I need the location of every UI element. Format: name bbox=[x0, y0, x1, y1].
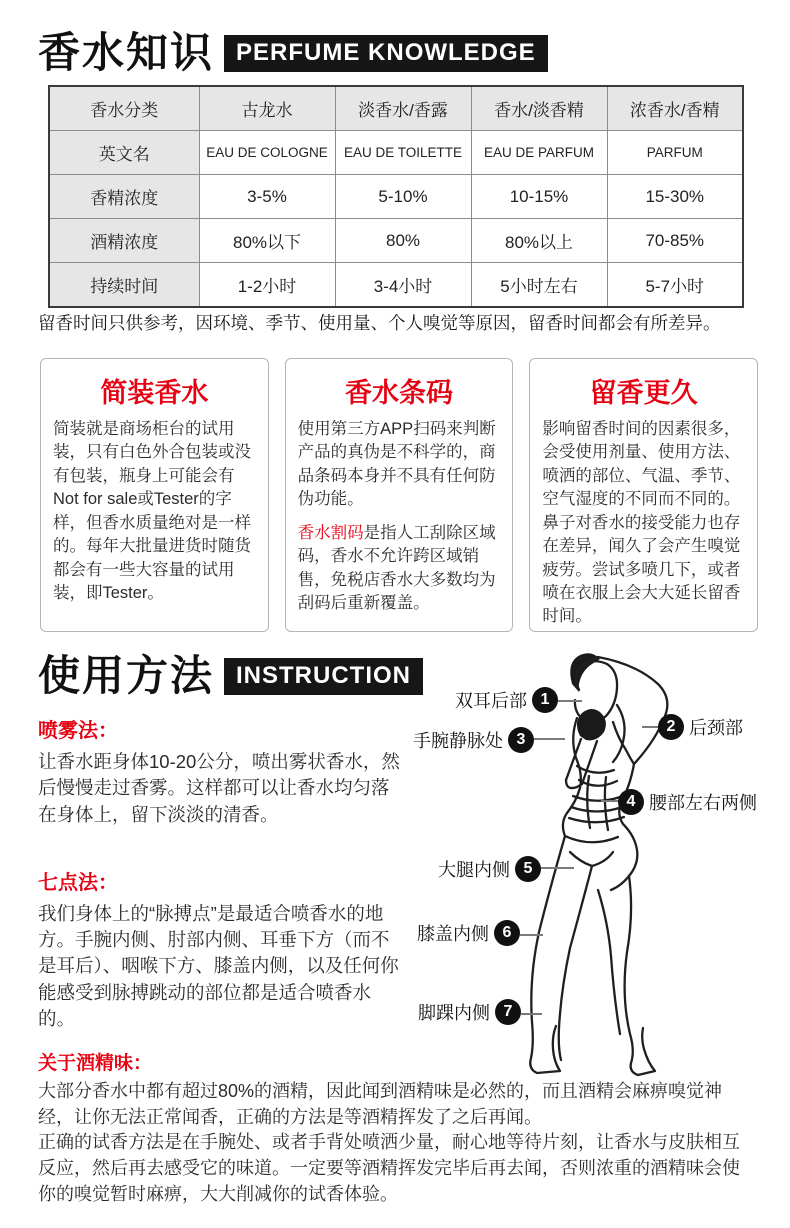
alcohol-note-section bbox=[38, 1048, 754, 1208]
diagram-point-inner-ankle bbox=[418, 999, 521, 1025]
card-body-text: 是指人工刮除区域码，香水不允许跨区域销售，免税店香水大多数均为刮码后重新覆盖。 bbox=[297, 523, 496, 612]
table-cell: 80%以下 bbox=[199, 219, 335, 263]
card-body: 影响留香时间的因素很多，会受使用剂量、使用方法、喷洒的部位、气温、季节、空气湿度的不同而不同的。鼻子对香水的接受能力也存在差异，闻久了会产生嗅觉疲劳。尝试多喷几下，或者喷在衣服上会大大延长留香时间。 bbox=[542, 420, 741, 626]
table-cell: 10-15% bbox=[471, 175, 607, 219]
method-title: 七点法： bbox=[38, 871, 118, 894]
section-title-badge: INSTRUCTION bbox=[224, 658, 423, 695]
alcohol-paragraph: 正确的试香方法是在手腕处、或者手背处喷洒少量，耐心地等待片刻，让香水与皮肤相互反应，然后再去感受它的味道。一定要等酒精挥发完毕后再去闻，否则浓重的酒精味会使你的嗅觉暂时麻痹，大大削减你的试香体验。 bbox=[38, 1132, 740, 1204]
label-connector-line bbox=[520, 934, 543, 936]
point-number-badge: 4 bbox=[618, 789, 644, 815]
card-barcode bbox=[285, 358, 514, 632]
label-connector-line bbox=[558, 700, 582, 702]
table-header-row bbox=[49, 86, 743, 131]
table-cell: 5-7小时 bbox=[607, 263, 743, 308]
alcohol-paragraph: 大部分香水中都有超过80%的酒精，因此闻到酒精味是必然的，而且酒精会麻痹嗅觉神经，让你无法正常闻香，正确的方法是等酒精挥发了之后再闻。 bbox=[38, 1081, 723, 1127]
table-cell: 3-5% bbox=[199, 175, 335, 219]
table-cell: 3-4小时 bbox=[335, 263, 471, 308]
row-label-cell: 香精浓度 bbox=[49, 175, 199, 219]
table-row bbox=[49, 131, 743, 175]
table-header-cell: 淡香水/香露 bbox=[335, 86, 471, 131]
point-number-badge: 1 bbox=[532, 687, 558, 713]
section-title: 使用方法 bbox=[38, 652, 215, 699]
table-cell: EAU DE TOILETTE bbox=[335, 131, 471, 175]
label-connector-line bbox=[521, 1013, 542, 1015]
spray-points-diagram bbox=[413, 650, 790, 1080]
table-header-cell: 香水/淡香精 bbox=[471, 86, 607, 131]
label-connector-line bbox=[534, 738, 565, 740]
card-body bbox=[298, 522, 501, 616]
table-row bbox=[49, 219, 743, 263]
point-number-badge: 7 bbox=[495, 999, 521, 1025]
point-number-badge: 3 bbox=[508, 727, 534, 753]
table-row bbox=[49, 263, 743, 308]
point-label: 大腿内侧 bbox=[438, 860, 510, 880]
table-cell: 5-10% bbox=[335, 175, 471, 219]
table-cell: 80%以上 bbox=[471, 219, 607, 263]
section-title: 香水知识 bbox=[38, 29, 215, 76]
method-title: 喷雾法： bbox=[38, 720, 118, 742]
table-cell: 80% bbox=[335, 219, 471, 263]
table-cell: 5小时左右 bbox=[471, 263, 607, 308]
table-cell: EAU DE PARFUM bbox=[471, 131, 607, 175]
point-label: 膝盖内侧 bbox=[417, 924, 489, 944]
diagram-point-inner-thigh bbox=[438, 856, 541, 882]
diagram-point-inner-knee bbox=[417, 920, 520, 946]
diagram-point-waist-sides bbox=[618, 789, 757, 815]
row-label-cell: 酒精浓度 bbox=[49, 219, 199, 263]
table-cell: 70-85% bbox=[607, 219, 743, 263]
usage-methods bbox=[38, 714, 404, 1032]
diagram-point-back-of-neck bbox=[658, 714, 743, 740]
section-header-instruction bbox=[38, 652, 423, 699]
table-cell: EAU DE COLOGNE bbox=[199, 131, 335, 175]
method-body: 我们身体上的“脉搏点”是最适合喷香水的地方。手腕内侧、肘部内侧、耳垂下方（而不是耳后）、咽喉下方、膝盖内侧，以及任何你能感受到脉搏跳动的部位都是适合喷香水的。 bbox=[38, 902, 399, 1029]
card-title: 留香更久 bbox=[589, 378, 698, 408]
point-number-badge: 2 bbox=[658, 714, 684, 740]
card-title: 简装香水 bbox=[100, 378, 209, 408]
card-body: 使用第三方APP扫码来判断产品的真伪是不科学的，商品条码本身并不具有任何防伪功能。 bbox=[297, 420, 496, 509]
label-connector-line bbox=[541, 867, 574, 869]
table-header-cell: 浓香水/香精 bbox=[607, 86, 743, 131]
info-cards bbox=[40, 358, 758, 632]
table-row bbox=[49, 175, 743, 219]
point-label: 腰部左右两侧 bbox=[649, 793, 757, 813]
highlight-term: 香水割码 bbox=[297, 523, 364, 542]
card-title: 香水条码 bbox=[345, 378, 453, 408]
point-number-badge: 6 bbox=[494, 920, 520, 946]
section-title-badge: PERFUME KNOWLEDGE bbox=[224, 35, 548, 72]
table-cell: 1-2小时 bbox=[199, 263, 335, 308]
card-tester-perfume bbox=[40, 358, 269, 632]
card-body: 简装就是商场柜台的试用装，只有白色外合包装或没有包装，瓶身上可能会有Not for sale或Tester的字样，但香水质量绝对是一样的。每年大批量进货时随货都会有一些大容量的试用装，即Tester。 bbox=[53, 420, 251, 602]
table-cell: 15-30% bbox=[607, 175, 743, 219]
point-label: 脚踝内侧 bbox=[418, 1003, 490, 1023]
diagram-point-behind-ears bbox=[455, 687, 558, 713]
row-label-cell: 持续时间 bbox=[49, 263, 199, 308]
point-label: 后颈部 bbox=[689, 718, 743, 738]
method-seven-points bbox=[38, 866, 404, 1032]
point-label: 双耳后部 bbox=[455, 691, 527, 711]
alcohol-title: 关于酒精味： bbox=[38, 1053, 153, 1074]
perfume-classification-table bbox=[48, 85, 744, 308]
method-body: 让香水距身体10-20公分，喷出雾状香水，然后慢慢走过香雾。这样都可以让香水均匀落在身体上，留下淡淡的清香。 bbox=[38, 751, 400, 825]
table-header-cell: 古龙水 bbox=[199, 86, 335, 131]
diagram-point-wrist-veins bbox=[413, 727, 534, 753]
point-label: 手腕静脉处 bbox=[413, 731, 503, 751]
table-footnote: 留香时间只供参考，因环境、季节、使用量、个人嗅觉等原因，留香时间都会有所差异。 bbox=[38, 313, 721, 333]
table-cell: PARFUM bbox=[607, 131, 743, 175]
row-label-cell: 英文名 bbox=[49, 131, 199, 175]
method-spray bbox=[38, 714, 404, 828]
section-header-knowledge bbox=[38, 29, 548, 76]
point-number-badge: 5 bbox=[515, 856, 541, 882]
table-header-cell: 香水分类 bbox=[49, 86, 199, 131]
card-longer-lasting bbox=[529, 358, 758, 632]
